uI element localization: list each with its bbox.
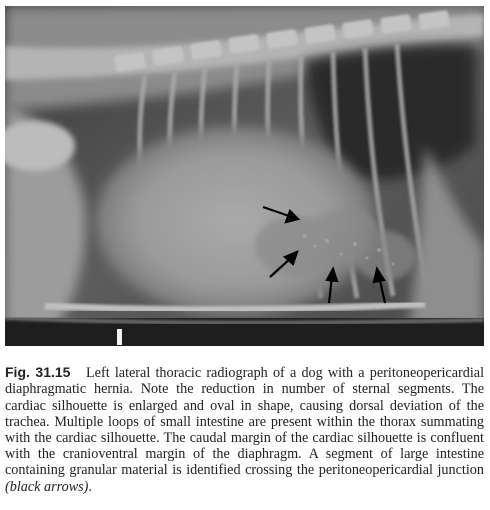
caption-end: . bbox=[88, 478, 92, 495]
caption-italic: (black arrows) bbox=[5, 478, 89, 495]
figure-label: Fig. 31.15 bbox=[5, 364, 71, 381]
radiograph-image bbox=[5, 6, 484, 346]
marker-icon bbox=[117, 329, 122, 345]
figure-caption bbox=[5, 364, 484, 495]
caption-text: Left lateral thoracic radiograph of a dog with a peritoneopericardial diaphragmatic hernia. Note the reduction in number of sternal segments. The cardiac silhouette is enlarged and oval in shape, causing dorsal deviation of the trachea. Multiple loops of small intestine are present within the thorax summating with the cardiac silhouette. The caudal margin of the cardiac silhouette is confluent with the cranioventral margin of the diaphragm. A segment of large intestine containing granular material is identified crossing the peritoneopericardial junction bbox=[5, 365, 485, 479]
radiograph-figure bbox=[5, 6, 484, 346]
